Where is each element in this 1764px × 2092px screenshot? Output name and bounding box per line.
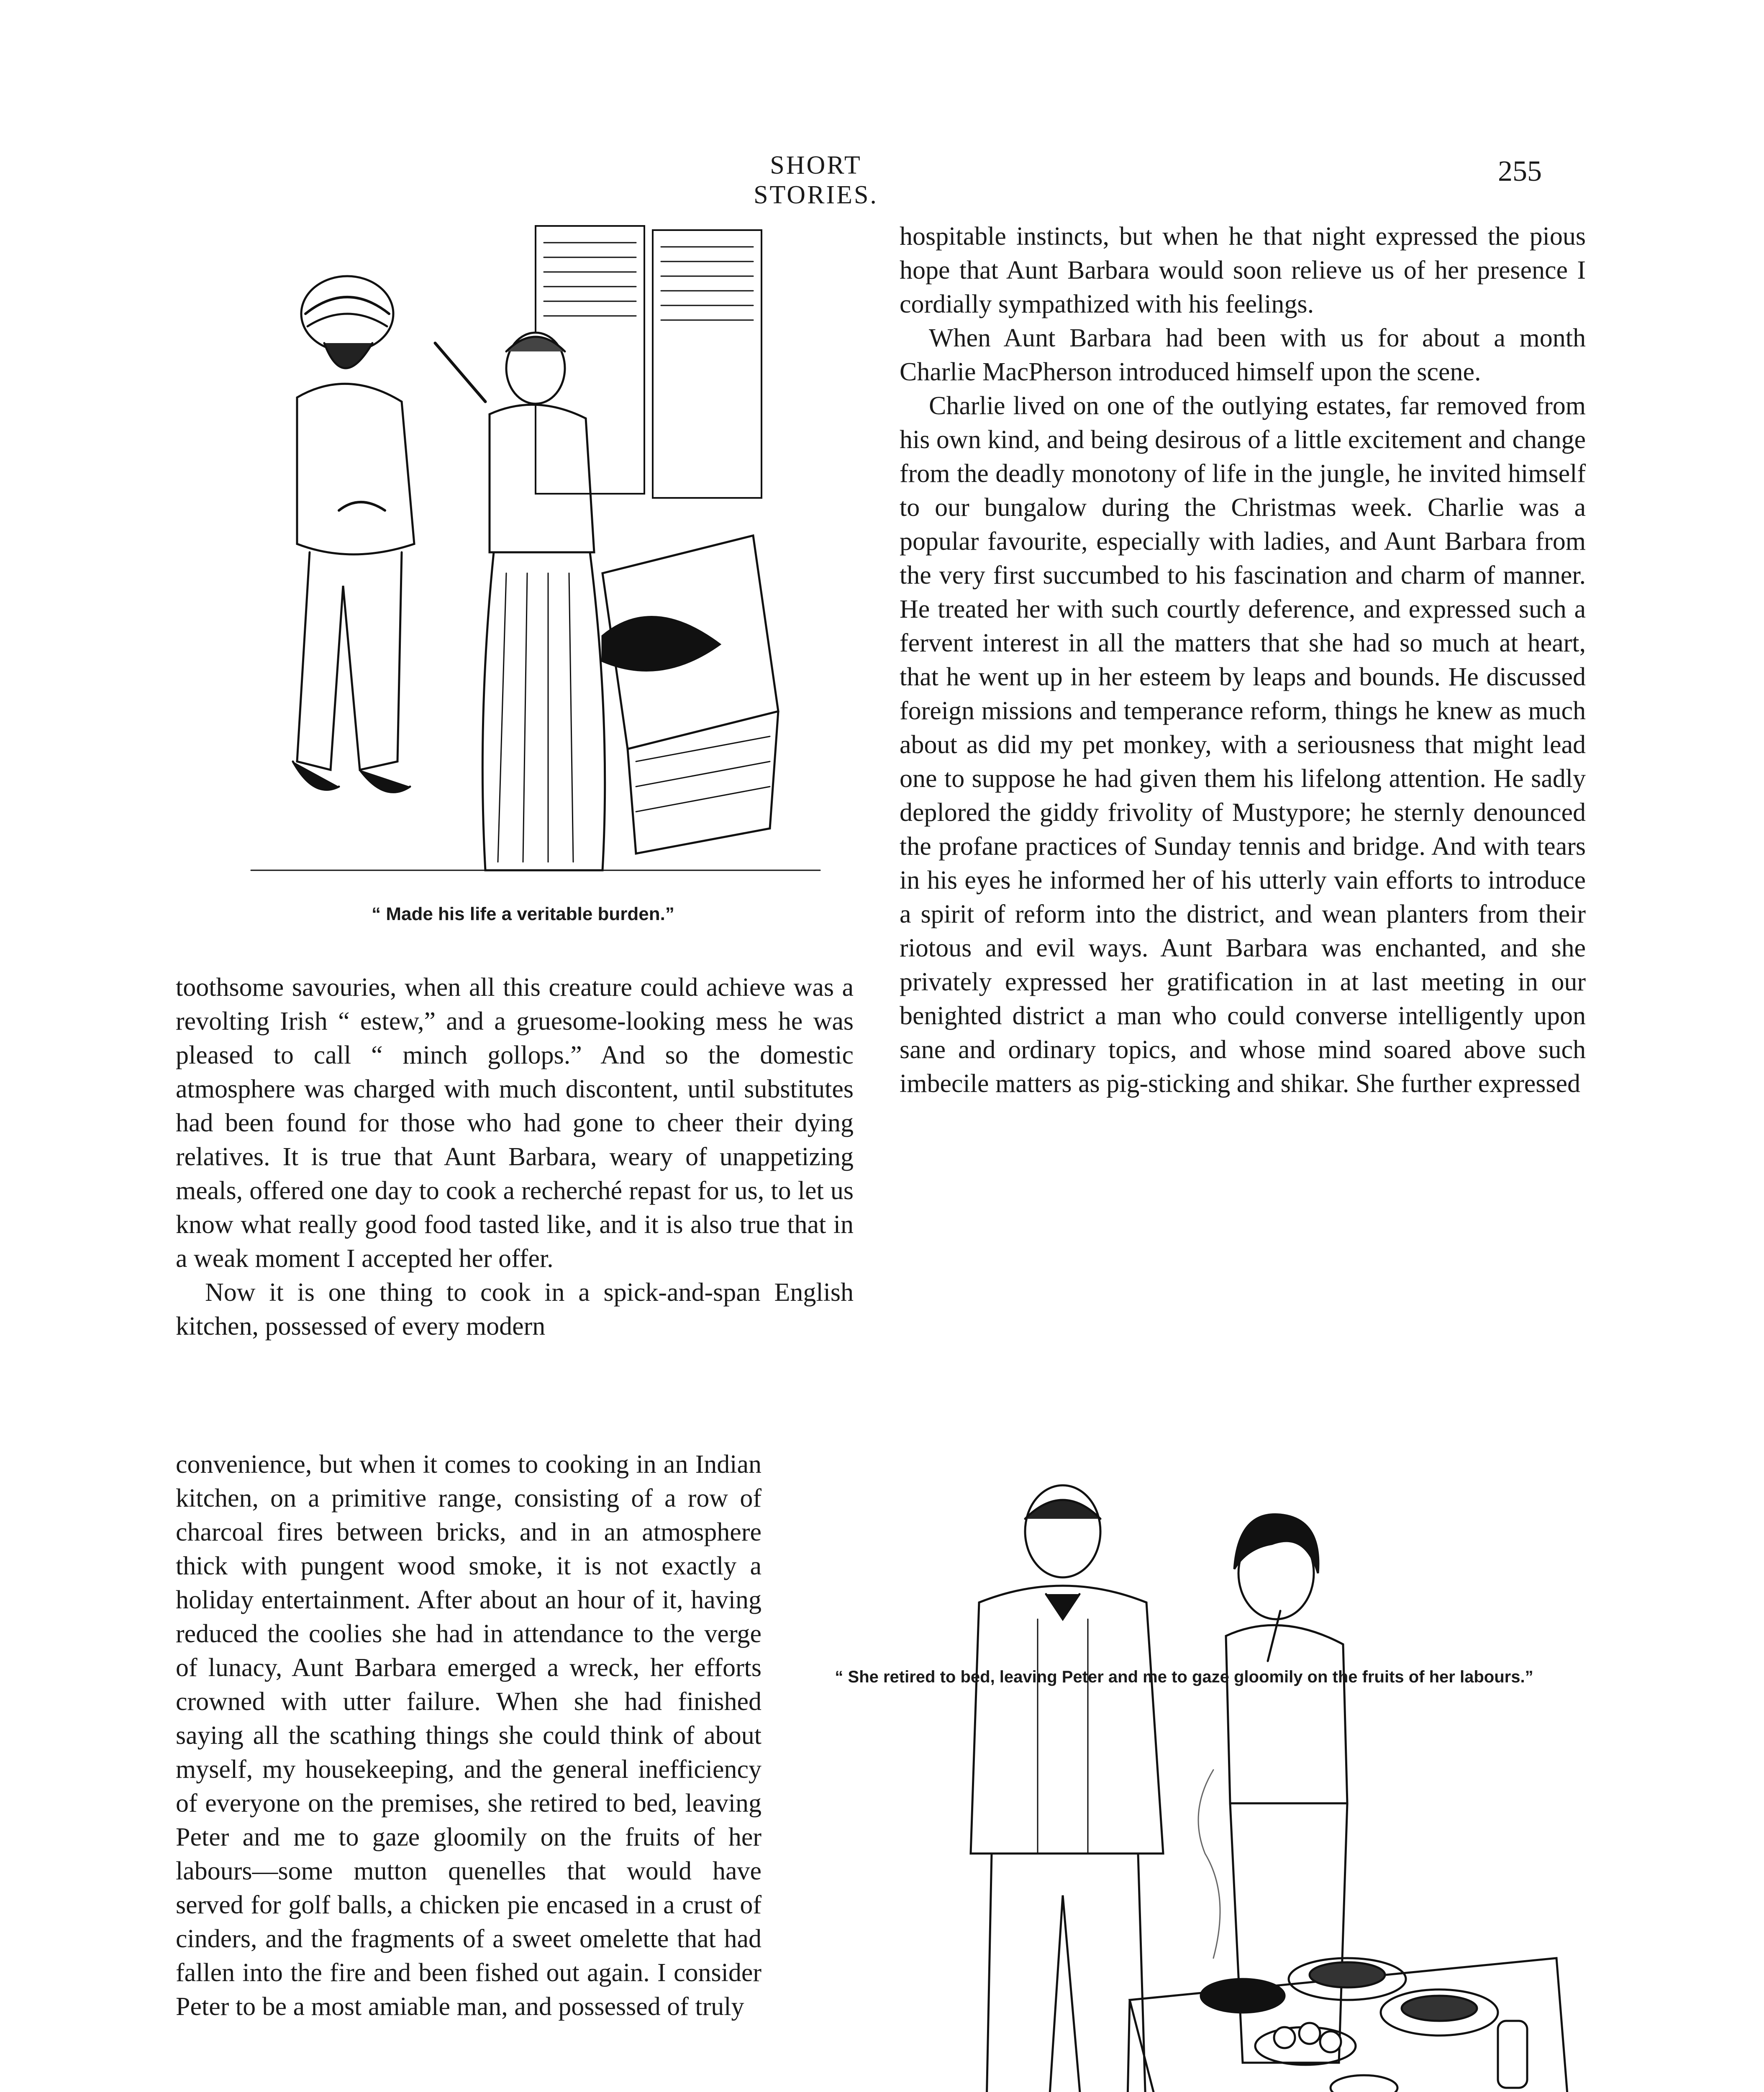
page-number: 255 (1498, 155, 1542, 187)
illustration-servant-and-lady (234, 218, 833, 895)
illustration-caption: “ She retired to bed, leaving Peter and me to gaze gloomily on the fruits of her labours.” (835, 1668, 1533, 1686)
illustration-caption: “ Made his life a veritable burden.” (372, 904, 674, 924)
paragraph: When Aunt Barbara had been with us for about a month Charlie MacPherson introduced himself upon the scene. (900, 324, 1586, 386)
illustration-couple-with-dishes (803, 1477, 1586, 2092)
paragraph: convenience, but when it comes to cooking in an Indian kitchen, on a primitive range, consisting of a row of charcoal fires between bricks, and in an atmosphere thick with pungent wood smoke, it is not exactly a holiday entertainment. After about an hour of it, having reduced the coolies she had in attendance to the verge of lunacy, Aunt Barbara emerged a wreck, her efforts crowned with utter failure. When she had finished saying all the scathing things she could think of about myself, my housekeeping, and the general inefficiency of everyone on the premises, she retired to bed, leaving Peter and me to gaze gloomily on the fruits of her labours—some mutton quenelles that would have served for golf balls, a chicken pie encased in a crust of cinders, and the fragments of a sweet omelette that had fallen into the fire and been fished out again. I consider Peter to be a most amiable man, and possessed of truly (176, 1450, 761, 2021)
paragraph: toothsome savouries, when all this creature could achieve was a revolting Irish “ estew,” and a gruesome-looking mess he was pleased to call “ minch gollops.” And so the domestic atmosphere was charged with much discontent, until substitutes had been found for those who had gone to cheer their dying relatives. It is true that Aunt Barbara, weary of unappetizing meals, offered one day to cook a recherché repast for us, to let us know what really good food tasted like, and it is also true that in a weak moment I accepted her offer. (176, 973, 854, 1273)
running-title: SHORT STORIES. (754, 151, 878, 209)
right-column-text (900, 220, 1586, 1101)
paragraph: Now it is one thing to cook in a spick-and-span English kitchen, possessed of every modern (176, 1278, 854, 1341)
left-column-text (176, 971, 854, 1343)
paragraph: hospitable instincts, but when he that night expressed the pious hope that Aunt Barbara would soon relieve us of her presence I cordially sympathized with his feelings. (900, 222, 1586, 318)
paragraph: Charlie lived on one of the outlying estates, far removed from his own kind, and being desirous of a little excitement and change from the deadly monotony of life in the jungle, he invited himself to our bungalow during the Christmas week. Charlie was a popular favourite, especially with ladies, and Aunt Barbara from the very first succumbed to his fascination and charm of manner. He treated her with such courtly deference, and expressed such a fervent interest in all the matters that she had so much at heart, that he went up in her esteem by leaps and bounds. He discussed foreign missions and temperance reform, things he knew as much about as did my pet monkey, with a seriousness that might lead one to suppose he had given them his lifelong attention. He sadly deplored the giddy frivolity of Mustypore; he sternly denounced the profane practices of Sunday tennis and bridge. And with tears in his eyes he informed her of his utterly vain efforts to introduce a spirit of reform into the district, and wean planters from their riotous and evil ways. Aunt Barbara was enchanted, and she privately expressed her gratification in at last meeting in our benighted district a man who could converse intelligently upon sane and ordinary topics, and whose mind soared above such imbecile matters as pig-sticking and shikar. She further expressed (900, 392, 1586, 1098)
left-column-text-continued (176, 1448, 761, 2024)
